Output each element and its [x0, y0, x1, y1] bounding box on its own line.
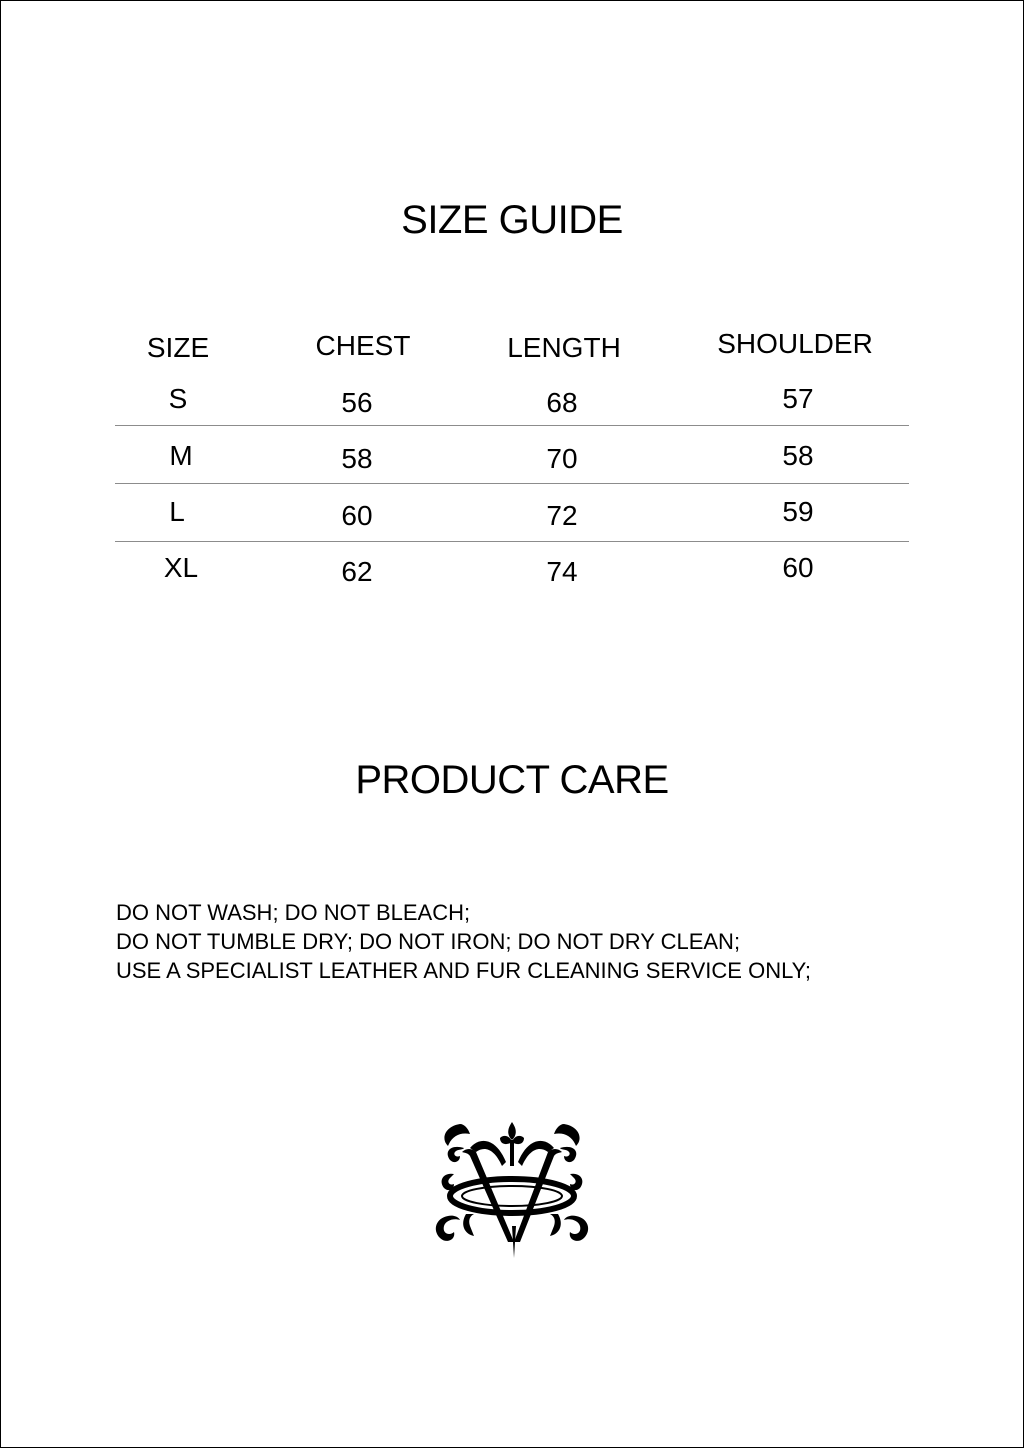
header-size: SIZE: [146, 332, 210, 363]
chest-cell: 58: [341, 443, 373, 474]
row-divider: [115, 425, 909, 426]
length-cell: 70: [546, 443, 578, 474]
header-chest: CHEST: [315, 330, 411, 361]
length-cell: 74: [546, 556, 578, 587]
size-cell: L: [169, 496, 185, 527]
care-line: DO NOT WASH; DO NOT BLEACH;: [116, 900, 471, 925]
size-cell: S: [168, 383, 188, 414]
product-care-title: PRODUCT CARE: [355, 758, 669, 802]
shoulder-cell: 60: [782, 552, 814, 583]
monogram-logo-icon: [430, 1118, 594, 1260]
care-instructions: [116, 898, 811, 985]
shoulder-cell: 58: [782, 440, 814, 471]
size-guide-title: SIZE GUIDE: [401, 198, 623, 242]
chest-cell: 56: [341, 387, 373, 418]
size-cell: M: [169, 440, 193, 471]
row-divider: [115, 541, 909, 542]
care-line: USE A SPECIALIST LEATHER AND FUR CLEANING SERVICE ONLY;: [116, 958, 812, 983]
chest-cell: 62: [341, 556, 373, 587]
length-cell: 68: [546, 387, 578, 418]
length-cell: 72: [546, 500, 578, 531]
shoulder-cell: 57: [782, 383, 814, 414]
header-length: LENGTH: [507, 332, 621, 363]
shoulder-cell: 59: [782, 496, 814, 527]
row-divider: [115, 483, 909, 484]
size-cell: XL: [163, 552, 199, 583]
chest-cell: 60: [341, 500, 373, 531]
care-line: DO NOT TUMBLE DRY; DO NOT IRON; DO NOT DRY CLEAN;: [116, 929, 741, 954]
header-shoulder: SHOULDER: [717, 328, 873, 359]
